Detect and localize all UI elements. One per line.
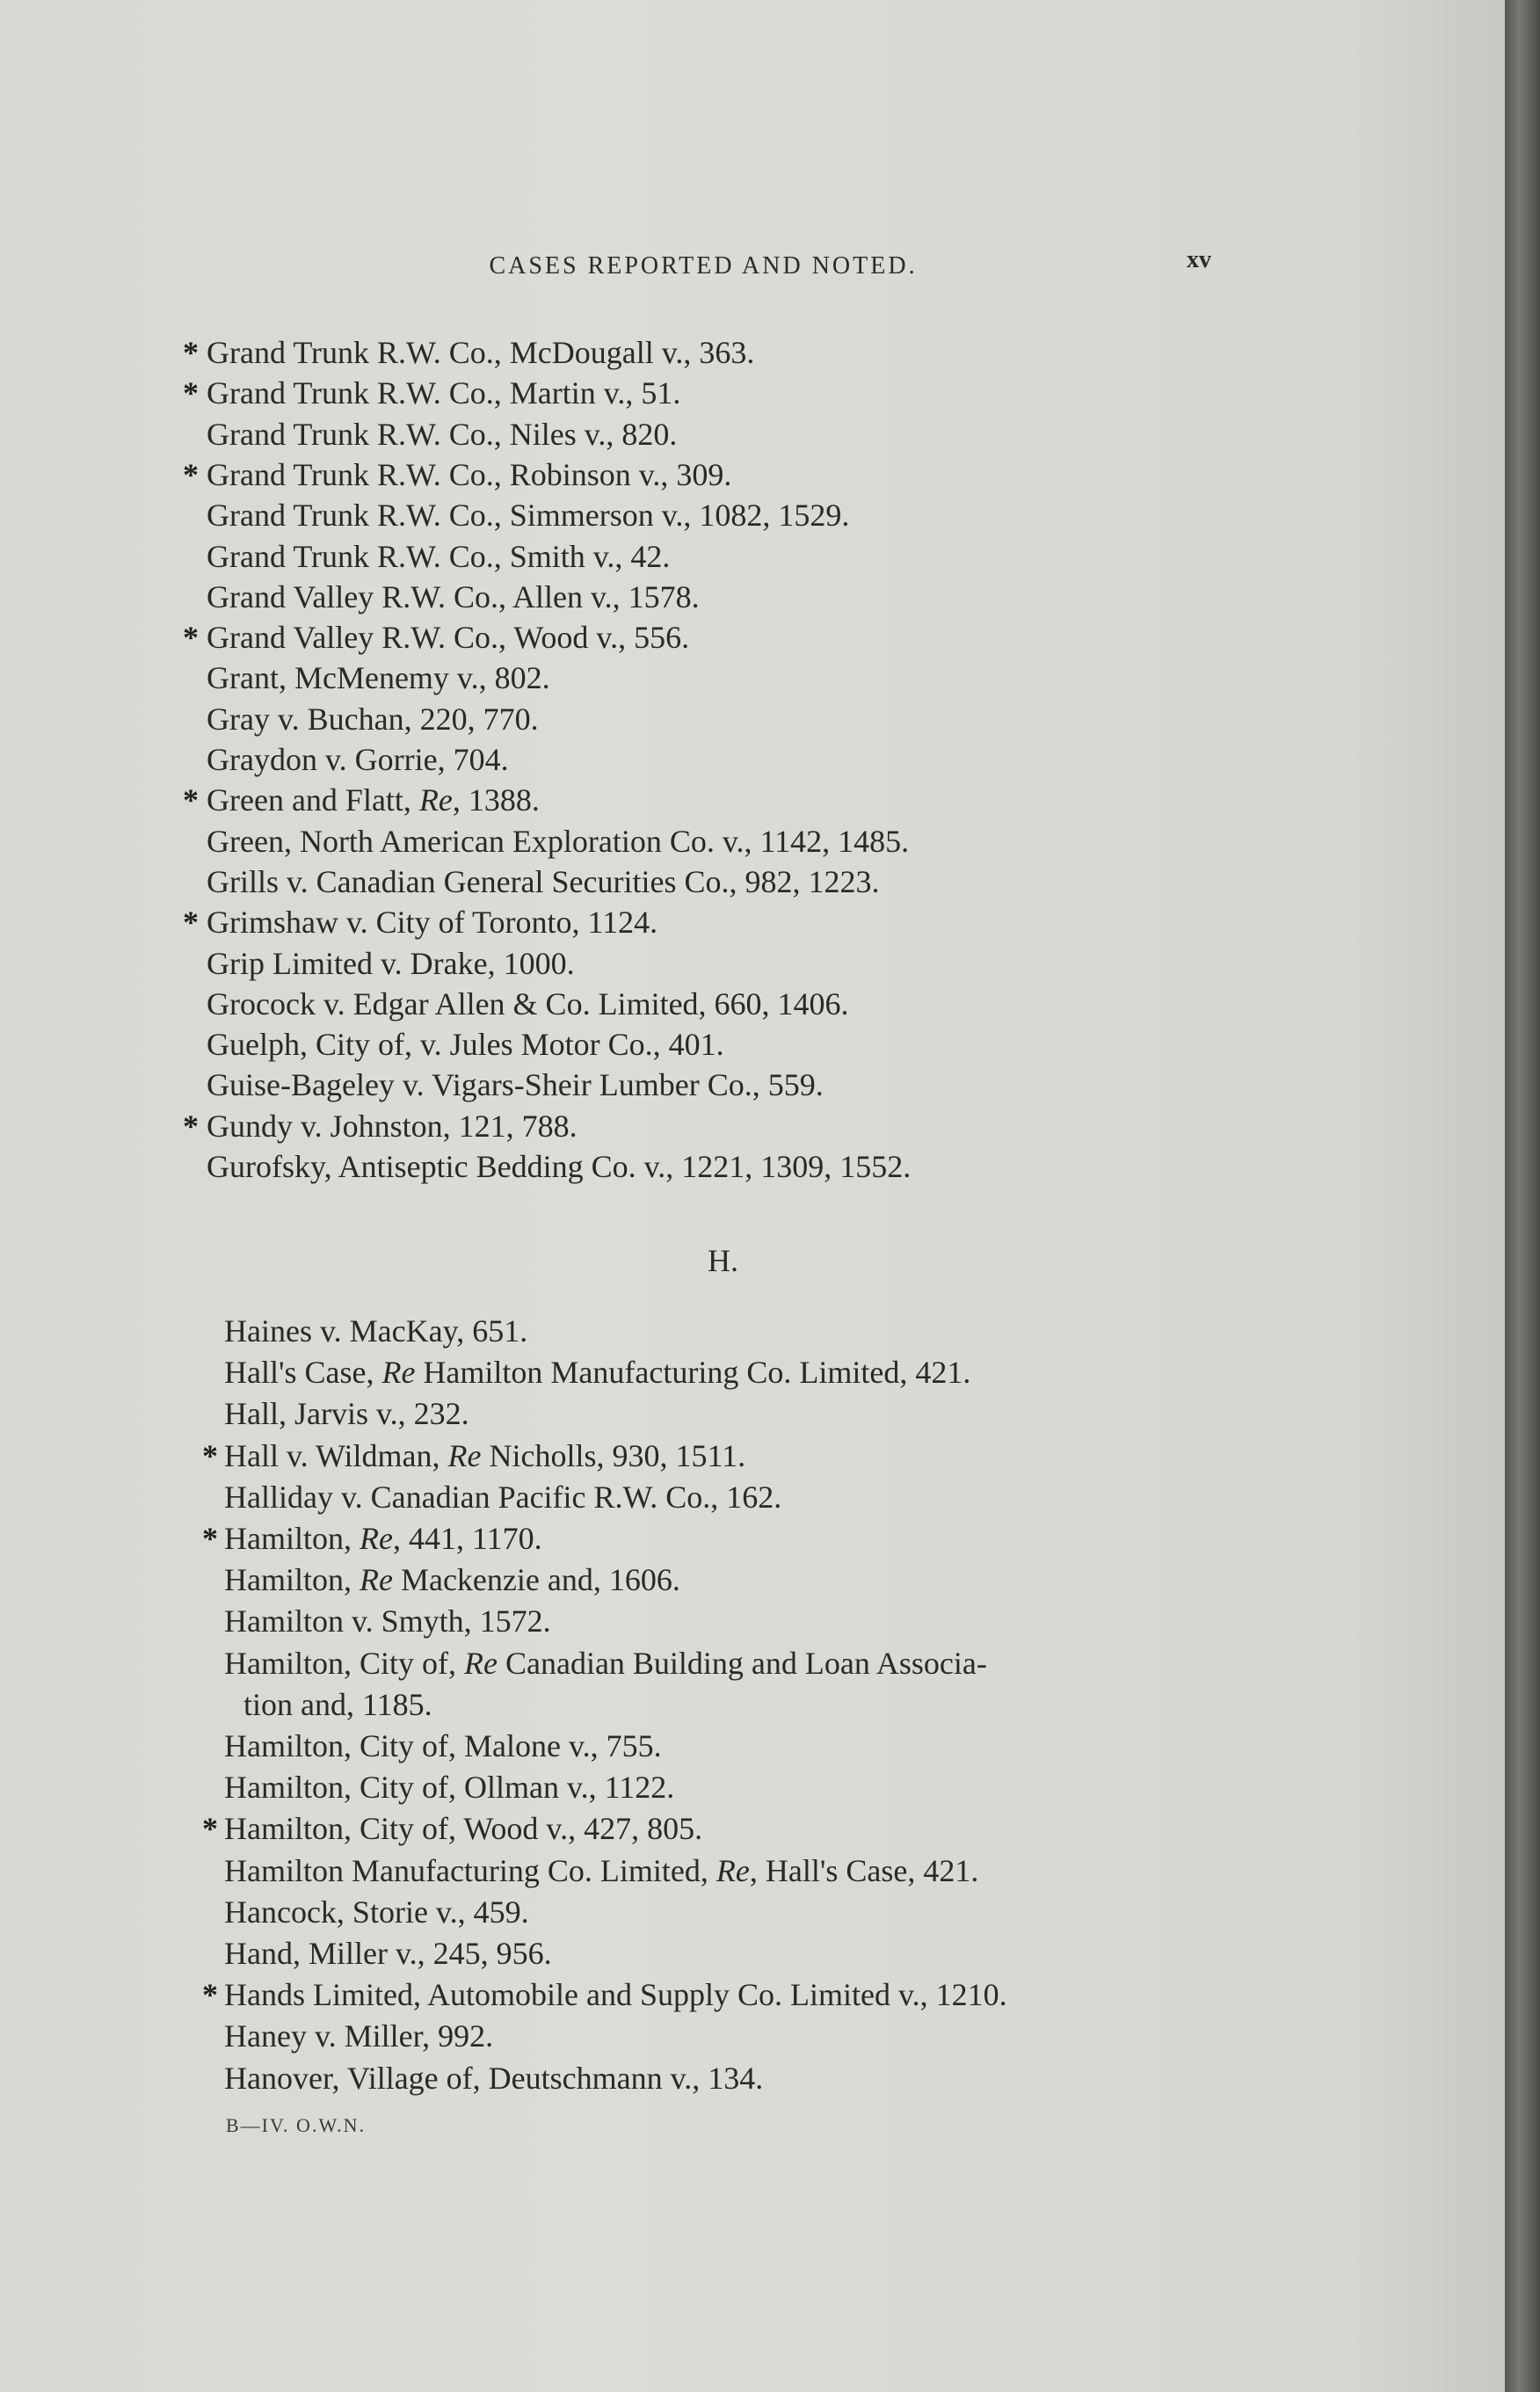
index-entry (202, 1520, 542, 1557)
asterisk-marker: * (202, 1977, 218, 2013)
asterisk-marker: * (202, 1521, 218, 1556)
page-number: xv (1187, 246, 1211, 273)
index-entry (202, 2018, 493, 2054)
italic-re: Re (447, 1437, 482, 1473)
asterisk-marker: * (183, 375, 199, 411)
running-header: CASES REPORTED AND NOTED. (489, 252, 918, 280)
entry-text: Haines v. MacKay, 651. (224, 1313, 528, 1349)
entry-text: Hall's Case, (224, 1355, 382, 1391)
index-entry (202, 1852, 978, 1889)
entry-text: Gray v. Buchan, 220, 770. (207, 701, 539, 737)
entry-text: Gurofsky, Antiseptic Bedding Co. v., 1221, 1309, 1552. (207, 1149, 912, 1184)
entry-text: , 1388. (452, 782, 540, 818)
index-entry (183, 823, 909, 860)
index-entry (202, 1603, 551, 1640)
entry-text: , Hall's Case, 421. (749, 1852, 979, 1888)
entry-text: Grant, McMenemy v., 802. (207, 660, 550, 696)
index-entry (202, 1769, 674, 1806)
index-entry (183, 456, 731, 493)
entry-text: , 441, 1170. (392, 1521, 542, 1556)
entry-text: Mackenzie and, 1606. (392, 1562, 680, 1598)
entry-text: Hamilton, (224, 1562, 360, 1598)
entry-text: Hamilton Manufacturing Co. Limited, 421. (415, 1355, 971, 1391)
section-heading: H. (708, 1243, 738, 1278)
entry-text: Grand Trunk R.W. Co., Simmerson v., 1082, 1529. (207, 498, 850, 534)
entry-text: Hamilton, City of, Wood v., 427, 805. (224, 1811, 703, 1847)
index-entry (183, 1026, 724, 1063)
asterisk-marker: * (202, 1811, 218, 1847)
index-entry (202, 1894, 529, 1930)
index-entry (202, 1437, 745, 1474)
page-edge (1505, 0, 1540, 2392)
italic-re: Re (464, 1645, 498, 1681)
index-entry (183, 497, 849, 534)
index-entry (183, 374, 680, 411)
entry-text: Hand, Miller v., 245, 956. (224, 1936, 552, 1971)
entry-text: Hamilton, (224, 1521, 360, 1556)
index-entry (202, 1354, 970, 1391)
italic-re: Re (418, 782, 453, 818)
italic-re: Re (716, 1852, 750, 1888)
index-entry (183, 1066, 824, 1103)
entry-text: Grand Valley R.W. Co., Allen v., 1578. (207, 578, 700, 614)
entry-text: Green, North American Exploration Co. v., 1142, 1485. (207, 823, 910, 859)
entry-text: Green and Flatt, (207, 782, 419, 818)
index-entry (202, 1686, 432, 1723)
italic-re: Re (359, 1521, 393, 1556)
entry-text: Guelph, City of, v. Jules Motor Co., 401. (207, 1027, 724, 1063)
index-entry (183, 1148, 911, 1185)
index-entry (183, 659, 550, 696)
asterisk-marker: * (202, 1437, 218, 1473)
entry-text: Halliday v. Canadian Pacific R.W. Co., 162. (224, 1479, 782, 1515)
asterisk-marker: * (183, 782, 199, 818)
index-entry (183, 416, 677, 453)
entry-text: Grand Trunk R.W. Co., Niles v., 820. (207, 416, 678, 452)
index-entry (202, 1976, 1007, 2013)
italic-re: Re (359, 1562, 393, 1598)
index-entry (202, 1479, 781, 1516)
index-entry (183, 1108, 578, 1145)
entry-text: Nicholls, 930, 1511. (481, 1437, 746, 1473)
entry-text: Gundy v. Johnston, 121, 788. (207, 1108, 578, 1144)
index-entry (202, 1645, 987, 1682)
index-entry (202, 1312, 527, 1349)
index-entry (183, 538, 670, 575)
index-entry (183, 985, 849, 1022)
entry-text: Grills v. Canadian General Securities Co., 982, 1223. (207, 863, 880, 899)
italic-re: Re (381, 1355, 416, 1391)
entry-text: Hamilton, City of, Malone v., 755. (224, 1728, 662, 1763)
entry-text: Graydon v. Gorrie, 704. (207, 742, 509, 777)
entry-text: Hamilton, City of, (224, 1645, 464, 1681)
index-entry (183, 904, 657, 941)
entry-text: Grand Valley R.W. Co., Wood v., 556. (207, 620, 690, 656)
entry-text: Hall v. Wildman, (224, 1437, 448, 1473)
entry-text: Guise-Bageley v. Vigars-Sheir Lumber Co., 559. (207, 1067, 824, 1103)
entry-text: Haney v. Miller, 992. (224, 2018, 494, 2054)
index-entry (183, 741, 509, 778)
entry-text: Grand Trunk R.W. Co., Smith v., 42. (207, 538, 671, 574)
entry-text: Hall, Jarvis v., 232. (224, 1396, 469, 1432)
signature-mark: B—IV. O.W.N. (226, 2114, 367, 2136)
entry-text: Hamilton v. Smyth, 1572. (224, 1603, 551, 1640)
asterisk-marker: * (183, 905, 199, 941)
index-entry (202, 2060, 763, 2097)
index-entry (183, 619, 689, 656)
entry-text: Hamilton, City of, Ollman v., 1122. (224, 1770, 675, 1806)
index-entry (202, 1810, 702, 1847)
index-entry (183, 945, 575, 982)
index-entry (183, 863, 880, 900)
entry-text: Grimshaw v. City of Toronto, 1124. (207, 905, 658, 941)
index-entry (183, 701, 539, 738)
index-entry (183, 334, 754, 371)
index-entry (202, 1935, 552, 1972)
entry-text: Canadian Building and Loan Associa- (497, 1645, 987, 1681)
index-entry (202, 1395, 469, 1432)
entry-text: Grocock v. Edgar Allen & Co. Limited, 660, 1406. (207, 985, 849, 1022)
entry-text: Hamilton Manufacturing Co. Limited, (224, 1852, 716, 1888)
asterisk-marker: * (183, 335, 199, 370)
asterisk-marker: * (183, 620, 199, 656)
index-entry (202, 1561, 680, 1598)
entry-text: tion and, 1185. (243, 1686, 432, 1722)
asterisk-marker: * (183, 456, 199, 492)
entry-text: Grip Limited v. Drake, 1000. (207, 945, 575, 981)
asterisk-marker: * (183, 1108, 199, 1144)
entry-text: Hands Limited, Automobile and Supply Co. Limited v., 1210. (224, 1977, 1007, 2013)
index-entry (183, 782, 540, 818)
index-entry (202, 1727, 662, 1764)
entry-text: Grand Trunk R.W. Co., McDougall v., 363. (207, 335, 755, 370)
entry-text: Hancock, Storie v., 459. (224, 1894, 529, 1930)
entry-text: Hanover, Village of, Deutschmann v., 134. (224, 2060, 764, 2096)
index-entry (183, 578, 700, 615)
entry-text: Grand Trunk R.W. Co., Martin v., 51. (207, 375, 681, 411)
entry-text: Grand Trunk R.W. Co., Robinson v., 309. (207, 456, 732, 492)
